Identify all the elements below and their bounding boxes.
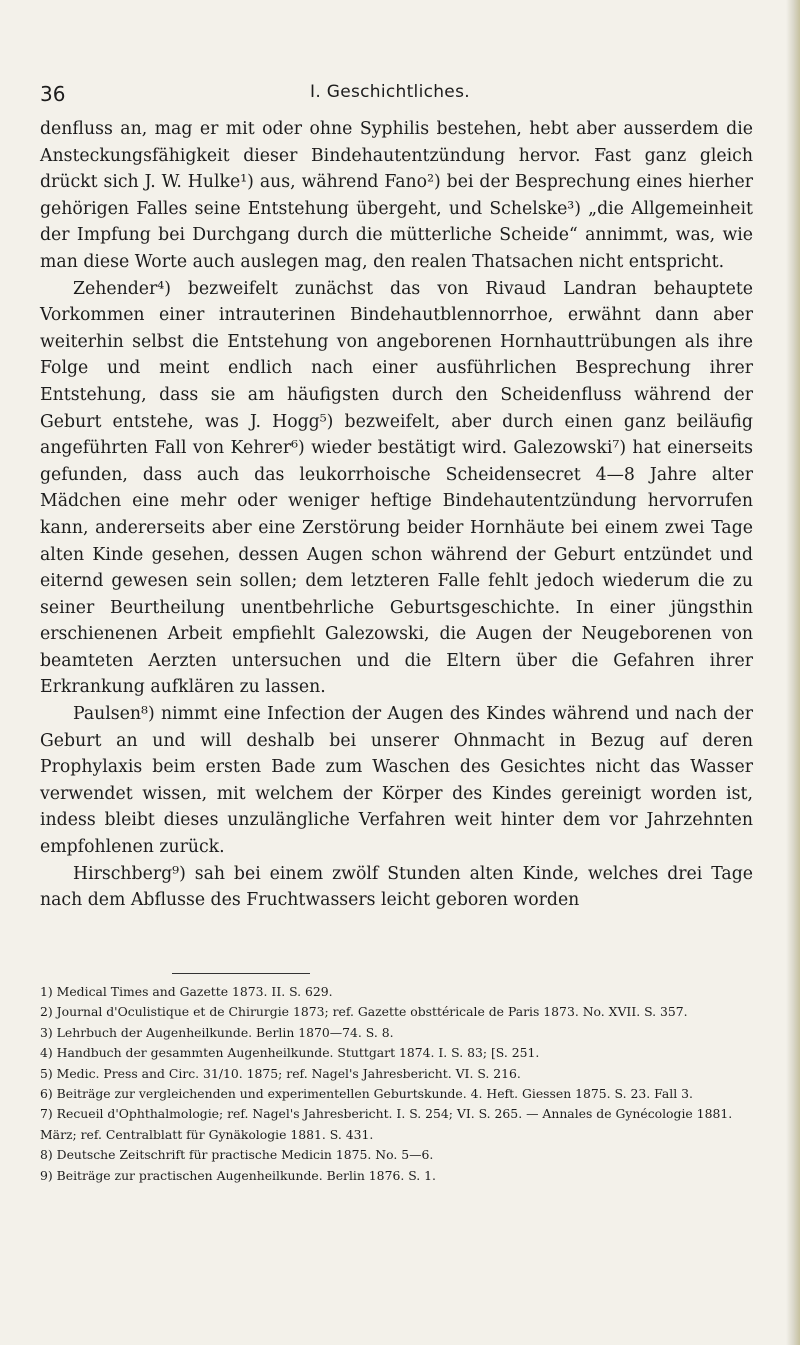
footnote-3: 3) Lehrbuch der Augenheilkunde. Berlin 1870—74. S. 8.: [40, 1024, 394, 1040]
footnote-4: 4) Handbuch der gesammten Augenheilkunde. Stuttgart 1874. I. S. 83; [S. 251.: [40, 1045, 540, 1061]
paragraph-3: Paulsen⁸) nimmt eine Infection der Augen des Kindes während und nach der Geburt an und will deshalb bei unserer Ohnmacht in Bezug auf deren Prophylaxis beim ersten Bade zum Waschen des Gesichtes nicht das Wasser verwendet wissen, mit welchem der Körper des Kindes gereinigt worden ist, indess bleibt dieses unzulängliche Verfahren weit hinter dem vor Jahrzehnten empfohlenen zurück.: [40, 704, 753, 858]
paragraph-2: Zehender⁴) bezweifelt zunächst das von Rivaud Landran behauptete Vorkommen einer intrauterinen Bindehautblennorrhoe, erwähnt dann aber weiterhin selbst die Entstehung von angeborenen Hornhauttrübungen als ihre Folge und meint endlich nach einer ausführlichen Besprechung ihrer Entstehung, dass sie am häufigsten durch den Scheidenfluss während der Geburt entstehe, was J. Hogg⁵) bezweifelt, aber durch einen ganz beiläufig angeführten Fall von Kehrer⁶) wieder bestätigt wird. Galezowski⁷) hat einerseits gefunden, dass auch das leukorrhoische Scheidensecret 4—8 Jahre alter Mädchen eine mehr oder weniger heftige Bindehautentzündung hervorrufen kann, andererseits aber eine Zerstörung beider Hornhäute bei einem zwei Tage alten Kinde gesehen, dessen Augen schon während der Geburt entzündet und eiternd gewesen sein sollen; dem letzteren Falle fehlt jedoch wiederum die zu seiner Beurtheilung unentbehrliche Geburtsgeschichte. In einer jüngsthin erschienenen Arbeit empfiehlt Galezowski, die Augen der Neugeborenen von beamteten Aerzten untersuchen und die Eltern über die Gefahren ihrer Erkrankung aufklären zu lassen.: [40, 278, 753, 698]
footnotes: [40, 982, 755, 1186]
paragraph-4: Hirschberg⁹) sah bei einem zwölf Stunden alten Kinde, welches drei Tage nach dem Abflusse des Fruchtwassers leicht geboren worden: [40, 863, 753, 911]
footnote-5: 5) Medic. Press and Circ. 31/10. 1875; ref. Nagel's Jahresbericht. VI. S. 216.: [40, 1065, 521, 1081]
footnote-9: 9) Beiträge zur practischen Augenheilkunde. Berlin 1876. S. 1.: [40, 1167, 436, 1183]
page-number: 36: [40, 82, 66, 106]
page-edge-shadow: [786, 0, 800, 1345]
page-header: [40, 82, 750, 108]
main-text: [40, 116, 753, 914]
footnote-7: 7) Recueil d'Ophthalmologie; ref. Nagel's Jahresbericht. I. S. 254; VI. S. 265. — Annales de Gynécologie 1881. März; ref. Centralblatt für Gynäkologie 1881. S. 431.: [40, 1106, 733, 1142]
running-title: I. Geschichtliches.: [310, 82, 470, 102]
footnote-6: 6) Beiträge zur vergleichenden und experimentellen Geburtskunde. 4. Heft. Giessen 1875. S. 23. Fall 3.: [40, 1086, 693, 1102]
paragraph-1: denfluss an, mag er mit oder ohne Syphilis bestehen, hebt aber ausserdem die Ansteckungsfähigkeit dieser Bindehautentzündung hervor. Fast ganz gleich drückt sich J. W. Hulke¹) aus, während Fano²) bei der Besprechung eines hierher gehörigen Falles seine Entstehung übergeht, und Schelske³) „die Allgemeinheit der Impfung bei Durchgang durch die mütterliche Scheide“ annimmt, was, wie man diese Worte auch auslegen mag, den realen Thatsachen nicht entspricht.: [40, 119, 753, 272]
footnote-1: 1) Medical Times and Gazette 1873. II. S. 629.: [40, 984, 333, 999]
footnote-2: 2) Journal d'Oculistique et de Chirurgie 1873; ref. Gazette obsttéricale de Paris 1873. No. XVII. S. 357.: [40, 1004, 688, 1020]
footnote-divider: [172, 973, 310, 974]
footnote-8: 8) Deutsche Zeitschrift für practische Medicin 1875. No. 5—6.: [40, 1147, 434, 1163]
